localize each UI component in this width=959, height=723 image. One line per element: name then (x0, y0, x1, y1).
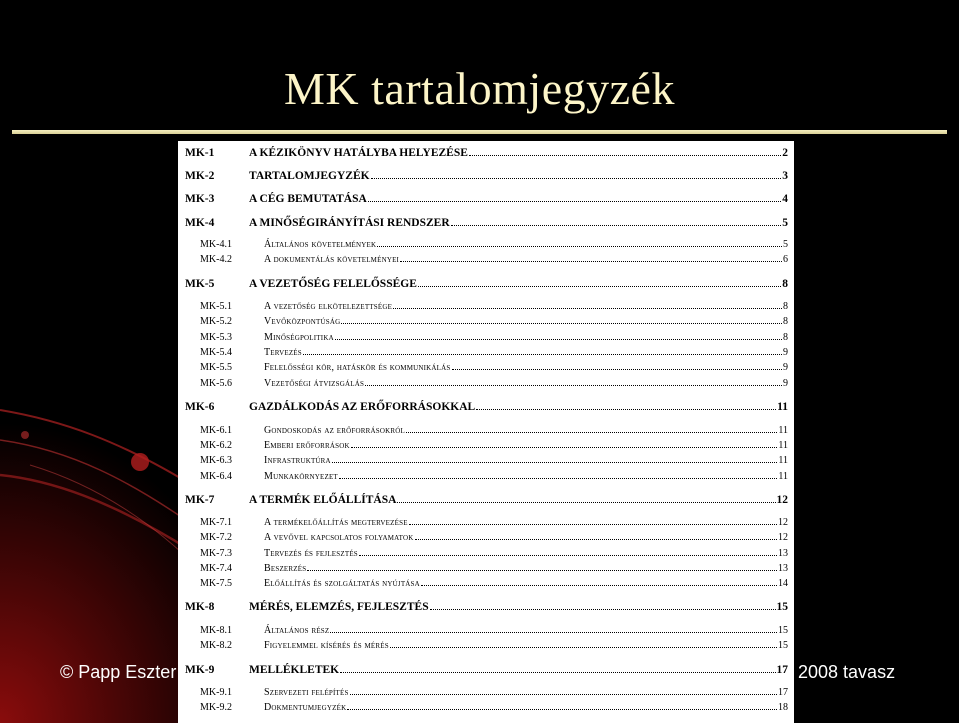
toc-entry-code: MK-8 (185, 601, 215, 613)
toc-subentry (178, 640, 794, 651)
toc-subentry (178, 254, 794, 265)
toc-entry-code: MK-5.2 (200, 316, 232, 327)
toc-entry-title: Felelősségi kör, hatáskör és kommunikálás (264, 362, 451, 373)
toc-entry-code: MK-6.2 (200, 440, 232, 451)
toc-entry-page: 12 (778, 517, 788, 528)
toc-entry-code: MK-3 (185, 193, 215, 205)
toc-entry-code: MK-5.5 (200, 362, 232, 373)
toc-entry-title: Előállítás és szolgáltatás nyújtása (264, 578, 420, 589)
toc-subentry (178, 517, 794, 528)
toc-entry-page: 17 (778, 687, 788, 698)
toc-entry-page: 15 (778, 640, 788, 651)
toc-entry-title: TARTALOMJEGYZÉK (249, 170, 370, 182)
toc-entry-title: Beszerzés (264, 563, 307, 574)
toc-subentry (178, 440, 794, 451)
toc-entry-page: 8 (782, 278, 788, 290)
toc-entry-page: 13 (778, 548, 788, 559)
toc-entry-page: 17 (776, 664, 788, 676)
toc-entry-code: MK-6.3 (200, 455, 232, 466)
toc-dot-leader (351, 447, 778, 448)
toc-subentry (178, 532, 794, 543)
toc-entry-code: MK-5.3 (200, 332, 232, 343)
toc-entry-code: MK-9.2 (200, 702, 232, 713)
toc-entry (178, 494, 794, 506)
toc-entry-code: MK-6.1 (200, 425, 232, 436)
toc-dot-leader (476, 409, 776, 410)
toc-dot-leader (307, 570, 777, 571)
toc-subentry (178, 347, 794, 358)
toc-entry-page: 8 (783, 316, 788, 327)
toc-entry-code: MK-7 (185, 494, 215, 506)
toc-entry-page: 11 (778, 471, 788, 482)
toc-entry-title: Tervezés és fejlesztés (264, 548, 358, 559)
toc-dot-leader (303, 354, 782, 355)
toc-subentry (178, 378, 794, 389)
toc-dot-leader (452, 369, 783, 370)
toc-subentry (178, 563, 794, 574)
toc-dot-leader (365, 385, 782, 386)
toc-dot-leader (418, 286, 781, 287)
toc-entry-title: Általános követelmények (264, 239, 377, 250)
toc-entry (178, 147, 794, 159)
toc-entry-code: MK-6.4 (200, 471, 232, 482)
toc-entry-page: 11 (778, 455, 788, 466)
toc-subentry (178, 548, 794, 559)
title-underline (12, 130, 947, 134)
toc-entry-code: MK-5.1 (200, 301, 232, 312)
toc-entry-code: MK-7.4 (200, 563, 232, 574)
toc-dot-leader (350, 694, 777, 695)
toc-entry-page: 4 (782, 193, 788, 205)
toc-dot-leader (415, 539, 777, 540)
toc-entry-title: A termékelőállítás megtervezése (264, 517, 408, 528)
toc-entry-title: Infrastruktúra (264, 455, 331, 466)
toc-entry (178, 278, 794, 290)
toc-subentry (178, 455, 794, 466)
slide-title: MK tartalomjegyzék (284, 63, 675, 114)
toc-dot-leader (400, 261, 782, 262)
toc-entry-page: 8 (783, 332, 788, 343)
toc-entry-page: 8 (783, 301, 788, 312)
toc-entry-title: A vevővel kapcsolatos folyamatok (264, 532, 414, 543)
toc-entry-code: MK-4 (185, 217, 215, 229)
toc-dot-leader (421, 585, 777, 586)
toc-dot-leader (451, 225, 782, 226)
toc-entry-title: MELLÉKLETEK (249, 664, 340, 676)
toc-entry-title: Gondoskodás az erőforrásokról (264, 425, 405, 436)
toc-entry-title: A KÉZIKÖNYV HATÁLYBA HELYEZÉSE (249, 147, 468, 159)
toc-document (178, 141, 794, 723)
toc-entry-code: MK-5.4 (200, 347, 232, 358)
toc-dot-leader (430, 609, 776, 610)
toc-entry-title: Dokmentumjegyzék (264, 702, 347, 713)
toc-subentry (178, 687, 794, 698)
toc-subentry (178, 625, 794, 636)
toc-subentry (178, 301, 794, 312)
toc-entry-page: 3 (782, 170, 788, 182)
toc-entry-title: MÉRÉS, ELEMZÉS, FEJLESZTÉS (249, 601, 429, 613)
toc-dot-leader (390, 647, 777, 648)
toc-subentry (178, 425, 794, 436)
toc-entry-code: MK-7.3 (200, 548, 232, 559)
toc-entry-title: A TERMÉK ELŐÁLLÍTÁSA (249, 494, 397, 506)
toc-entry-code: MK-2 (185, 170, 215, 182)
toc-subentry (178, 471, 794, 482)
toc-entry-code: MK-4.1 (200, 239, 232, 250)
toc-entry-page: 9 (783, 378, 788, 389)
toc-subentry (178, 362, 794, 373)
toc-entry-title: Vezetőségi átvizsgálás (264, 378, 365, 389)
toc-entry-code: MK-4.2 (200, 254, 232, 265)
toc-entry-page: 15 (776, 601, 788, 613)
footer-author: © Papp Eszter (60, 662, 177, 682)
toc-dot-leader (340, 672, 775, 673)
toc-dot-leader (371, 178, 782, 179)
toc-entry-code: MK-8.2 (200, 640, 232, 651)
toc-entry-page: 6 (783, 254, 788, 265)
toc-entry-page: 5 (782, 217, 788, 229)
toc-entry-page: 11 (778, 440, 788, 451)
toc-entry-title: Emberi erőforrások (264, 440, 350, 451)
toc-dot-leader (469, 155, 781, 156)
toc-entry-code: MK-1 (185, 147, 215, 159)
toc-subentry (178, 239, 794, 250)
toc-entry-code: MK-7.1 (200, 517, 232, 528)
toc-entry (178, 170, 794, 182)
toc-dot-leader (409, 524, 777, 525)
toc-entry-title: A VEZETŐSÉG FELELŐSSÉGE (249, 278, 417, 290)
toc-entry-title: Munkakörnyezet (264, 471, 338, 482)
toc-dot-leader (341, 323, 782, 324)
footer-date: 2008 tavasz (798, 662, 896, 682)
toc-entry (178, 664, 794, 676)
toc-entry-title: A dokumentálás követelményei (264, 254, 400, 265)
toc-entry-title: Tervezés (264, 347, 302, 358)
toc-dot-leader (359, 555, 777, 556)
toc-dot-leader (335, 339, 782, 340)
toc-entry-code: MK-9 (185, 664, 215, 676)
toc-entry (178, 401, 794, 413)
toc-entry-title: A MINŐSÉGIRÁNYÍTÁSI RENDSZER (249, 217, 450, 229)
toc-dot-leader (339, 478, 777, 479)
toc-entry-page: 11 (778, 425, 788, 436)
toc-dot-leader (368, 201, 781, 202)
toc-entry-page: 15 (778, 625, 788, 636)
toc-entry-page: 12 (778, 532, 788, 543)
toc-entry-code: MK-5.6 (200, 378, 232, 389)
toc-entry (178, 601, 794, 613)
toc-entry-page: 9 (783, 362, 788, 373)
toc-entry-code: MK-7.2 (200, 532, 232, 543)
toc-dot-leader (406, 432, 777, 433)
toc-entry-code: MK-6 (185, 401, 215, 413)
toc-entry-title: Szervezeti felépítés (264, 687, 349, 698)
toc-subentry (178, 702, 794, 713)
toc-dot-leader (377, 246, 782, 247)
toc-subentry (178, 316, 794, 327)
toc-entry-title: Általános rész (264, 625, 330, 636)
toc-entry-page: 11 (777, 401, 788, 413)
toc-entry-title: Figyelemmel kísérés és mérés (264, 640, 389, 651)
toc-entry-code: MK-7.5 (200, 578, 232, 589)
toc-entry-page: 5 (783, 239, 788, 250)
toc-dot-leader (347, 709, 777, 710)
toc-entry-title: GAZDÁLKODÁS AZ ERŐFORRÁSOKKAL (249, 401, 476, 413)
toc-entry-page: 2 (782, 147, 788, 159)
toc-entry (178, 193, 794, 205)
toc-subentry (178, 578, 794, 589)
toc-entry-page: 12 (776, 494, 788, 506)
toc-dot-leader (397, 502, 775, 503)
toc-entry-title: Minőségpolitika (264, 332, 334, 343)
toc-entry-page: 9 (783, 347, 788, 358)
toc-entry (178, 217, 794, 229)
toc-subentry (178, 332, 794, 343)
toc-entry-page: 18 (778, 702, 788, 713)
toc-dot-leader (332, 462, 778, 463)
toc-entry-page: 14 (778, 578, 788, 589)
toc-entry-title: A vezetőség elkötelezettsége (264, 301, 393, 312)
toc-entry-code: MK-5 (185, 278, 215, 290)
toc-dot-leader (393, 308, 782, 309)
toc-entry-title: A CÉG BEMUTATÁSA (249, 193, 367, 205)
toc-entry-code: MK-9.1 (200, 687, 232, 698)
toc-entry-page: 13 (778, 563, 788, 574)
toc-dot-leader (330, 632, 777, 633)
toc-entry-title: Vevőközpontúság (264, 316, 341, 327)
toc-entry-code: MK-8.1 (200, 625, 232, 636)
